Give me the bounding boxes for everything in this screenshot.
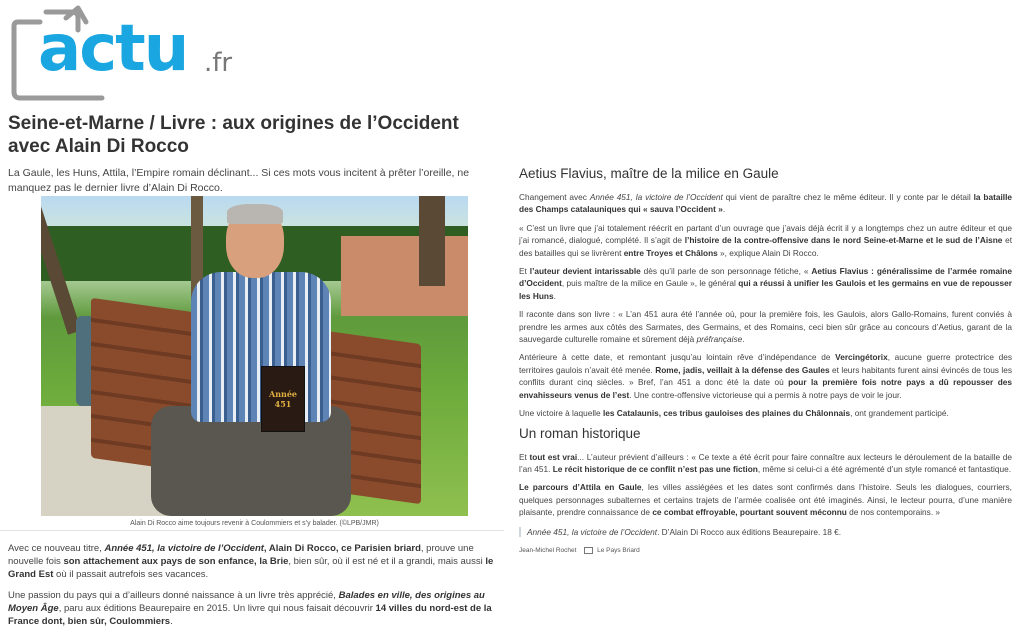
paragraph: Le parcours d’Attila en Gaule, les villes assiégées et les dates sont confirmés dans l’histoire. Seuls les dialogues, courriers, quelques personnages subalternes et certains trajets de l’armée coalisée ont été imaginés. Ainsi, le lecteur pourra, d’une manière plaisante, prendre connaissance de ce combat effroyable, pourtant souvent méconnu de nos contemporains. » (519, 482, 1012, 518)
article-photo[interactable] (41, 196, 468, 516)
section-title: Un roman historique (519, 425, 641, 441)
divider (0, 530, 504, 531)
paragraph: Une passion du pays qui a d’ailleurs donné naissance à un livre très apprécié, Balades en ville, des origines au Moyen Âge, paru aux éditions Beaurepaire en 2015. Un livre qui nous faisait découvrir 14 villes du nord-est de la France dont, bien sûr, Coulommiers. (8, 590, 492, 627)
byline (519, 547, 1012, 554)
brick-wall (341, 236, 468, 316)
article-right-column (519, 160, 1012, 554)
article-body-left (8, 542, 500, 636)
article-headline: Seine-et-Marne / Livre : aux origines de l’Occident avec Alain Di Rocco (8, 113, 459, 157)
paragraph: Et tout est vrai... L’auteur prévient d’ailleurs : « Ce texte a été écrit pour faire connaître aux lecteurs le déroulement de la bataille de l’an 451. Le récit historique de ce conflit n’est pas une fiction, même si celui-ci a été agrémenté d’un style romancé et fantastique. (519, 451, 1013, 474)
paragraph: « C’est un livre que j’ai totalement réécrit en partant d’un ouvrage que j’avais déjà écrit il y a longtemps chez un autre éditeur et que j’ai romancé, dialogué, complété. Il s’agit de l’histoire de la contre-offensive dans le nord Seine-et-Marne et le sud de l’Aisne et des batailles qui se livrèrent entre Troyes et Châlons », explique Alain Di Rocco. (519, 222, 1012, 258)
article-lede: La Gaule, les Huns, Attila, l’Empire romain déclinant... Si ces mots vous incitent à prêter l’oreille, ne manquez pas le dernier livre d’Alain Di Rocco. (8, 167, 470, 194)
logo-brand: actu (38, 12, 188, 86)
byline-author[interactable]: Jean-Michel Rochet (519, 546, 577, 554)
newspaper-icon (584, 547, 593, 554)
paragraph: Une victoire à laquelle les Catalaunis, ces tribus gauloises des plaines du Châlonnais, ont grandement participé. (519, 408, 949, 419)
author-pants (151, 406, 351, 516)
section-title: Aetius Flavius, maître de la milice en Gaule (519, 166, 779, 181)
author-figure (181, 206, 341, 506)
book-cover (261, 366, 305, 432)
author-hair (227, 204, 283, 224)
actu-logo[interactable] (6, 4, 246, 104)
paragraph: Antérieure à cette date, et remontant jusqu’au lointain rêve d’indépendance de Vercingétorix, aucune guerre protectrice des territoires gaulois n’avait été menée. Rome, jadis, veillait à la défense des Gaules et leurs habitants furent ainsi évincés de tous les conflits durant cinq siècles. » Bref, l’an 451 a donc été la date où pour la première fois notre pays a dû repousser des envahisseurs venus de l’est. Une contre-offensive victorieuse qui a permis à notre pays de voir le jour. (519, 352, 1012, 400)
book-info: Année 451, la victoire de l’Occident. D’Alain Di Rocco aux éditions Beaurepaire. 18 €. (519, 527, 1012, 537)
photo-caption: Alain Di Rocco aime toujours revenir à Coulommiers et s’y balader. (©LPB/JMR) (130, 520, 379, 527)
paragraph: Et l’auteur devient intarissable dès qu’il parle de son personnage fétiche, « Aetius Flavius : généralissime de l’armée romaine d’Occident, puis maître de la milice en Gaule », le général qui a réussi à unifier les Gaulois et les germains en vue de repousser les Huns. (519, 266, 1012, 301)
article-left-column (0, 106, 504, 637)
tree-trunk (419, 196, 445, 286)
paragraph: Il raconte dans son livre : « L’an 451 aura été l’année où, pour la première fois, les Gaulois, alors Gallo-Romains, furent conviés à prendre les armes aux côtés des Sarmates, des Germains, et des Romains, ceci bien sûr grâce au concours d’Aetius, garant de la sauvegarde culturelle romaine et sûrement déjà préfrançaise. (519, 309, 1012, 345)
paragraph: Changement avec Année 451, la victoire de l’Occident qui vient de paraître chez le même éditeur. Il y conte par le détail la bataille des Champs catalauniques qui « sauva l’Occident ». (519, 192, 1013, 215)
logo-tld: .fr (204, 48, 233, 78)
paragraph: Avec ce nouveau titre, Année 451, la victoire de l’Occident, Alain Di Rocco, ce Parisien briard, prouve une nouvelle fois son attachement aux pays de son enfance, la Brie, bien sûr, où il est né et il a grandi, mais aussi le Grand Est où il passait autrefois ses vacances. (8, 543, 494, 580)
byline-source[interactable]: Le Pays Briard (597, 546, 640, 554)
book-cover-title: Année 451 (268, 389, 298, 409)
